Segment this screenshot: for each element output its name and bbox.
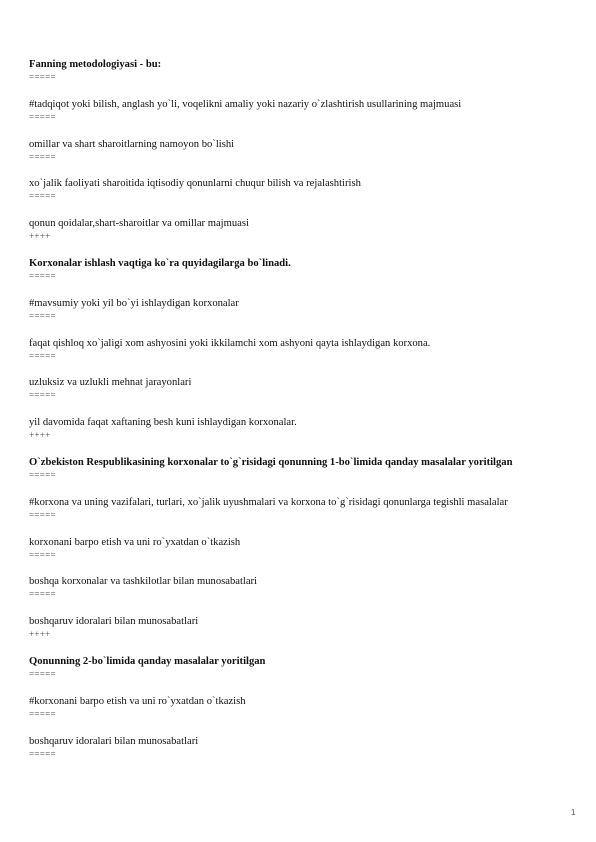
answer-text: uzluksiz va uzlukli mehnat jarayonlari xyxy=(29,377,192,389)
separator-marker: ++++ xyxy=(29,231,51,242)
answer-block xyxy=(29,695,579,719)
separator-marker: ===== xyxy=(29,470,56,480)
answer-text: korxonani barpo etish va uni ro`yxatdan o`tkazish xyxy=(29,536,241,548)
question-block xyxy=(29,257,579,281)
separator-marker: ++++ xyxy=(29,629,51,640)
separator-marker: ===== xyxy=(29,310,56,321)
separator-marker: ===== xyxy=(29,350,56,361)
separator-marker: ===== xyxy=(29,509,56,520)
answer-block xyxy=(29,138,579,162)
answer-block xyxy=(29,735,579,759)
answer-block xyxy=(29,416,579,440)
answer-block xyxy=(29,337,579,361)
separator-marker: ===== xyxy=(29,111,56,122)
answer-block xyxy=(29,575,579,599)
separator-marker: ===== xyxy=(29,151,56,162)
separator-marker: ===== xyxy=(29,72,56,82)
answer-block xyxy=(29,98,579,122)
answer-text: #korxonani barpo etish va uni ro`yxatdan o`tkazish xyxy=(29,695,246,707)
answer-text: #mavsumiy yoki yil bo`yi ishlaydigan korxonalar xyxy=(29,297,239,309)
separator-marker: ===== xyxy=(29,708,56,719)
answer-text: boshqaruv idoralari bilan munosabatlari xyxy=(29,616,199,628)
answer-text: #tadqiqot yoki bilish, anglash yo`li, voqelikni amaliy yoki nazariy o`zlashtirish usullarining majmuasi xyxy=(29,98,462,110)
question-text: Qonunning 2-bo`limida qanday masalalar yoritilgan xyxy=(29,656,266,667)
answer-text: yil davomida faqat xaftaning besh kuni ishlaydigan korxonalar. xyxy=(29,417,297,429)
page-number: 1 xyxy=(571,808,576,817)
answer-text: boshqaruv idoralari bilan munosabatlari xyxy=(29,735,199,747)
question-block xyxy=(29,456,579,480)
separator-marker: ===== xyxy=(29,390,56,401)
separator-marker: ===== xyxy=(29,191,56,202)
answer-block xyxy=(29,217,579,241)
answer-text: omillar va shart sharoitlarning namoyon bo`lishi xyxy=(29,138,235,150)
question-block xyxy=(29,58,579,82)
separator-marker: ===== xyxy=(29,549,56,560)
question-text: Fanning metodologiyasi - bu: xyxy=(29,59,162,70)
question-block xyxy=(29,655,579,679)
answer-block xyxy=(29,536,579,560)
answer-block xyxy=(29,615,579,639)
answer-text: #korxona va uning vazifalari, turlari, xo`jalik uyushmalari va korxona to`g`risidagi qonunlarga tegishli masalalar xyxy=(29,496,508,508)
separator-marker: ===== xyxy=(29,589,56,600)
answer-block xyxy=(29,177,579,201)
separator-marker: ++++ xyxy=(29,430,51,441)
answer-block xyxy=(29,496,579,520)
separator-marker: ===== xyxy=(29,748,56,759)
question-text: Korxonalar ishlash vaqtiga ko`ra quyidagilarga bo`linadi. xyxy=(29,258,291,269)
answer-block xyxy=(29,297,579,321)
answer-text: boshqa korxonalar va tashkilotlar bilan munosabatlari xyxy=(29,576,257,588)
separator-marker: ===== xyxy=(29,271,56,281)
answer-text: xo`jalik faoliyati sharoitida iqtisodiy qonunlarni chuqur bilish va rejalashtirish xyxy=(29,178,361,190)
answer-block xyxy=(29,376,579,400)
answer-text: qonun qoidalar,shart-sharoitlar va omillar majmuasi xyxy=(29,218,249,230)
separator-marker: ===== xyxy=(29,669,56,679)
question-text: O`zbekiston Respublikasining korxonalar to`g`risidagi qonunning 1-bo`limida qanday masalalar yoritilgan xyxy=(29,457,513,468)
answer-text: faqat qishloq xo`jaligi xom ashyosini yoki ikkilamchi xom ashyoni qayta ishlaydigan korxona. xyxy=(29,337,431,349)
